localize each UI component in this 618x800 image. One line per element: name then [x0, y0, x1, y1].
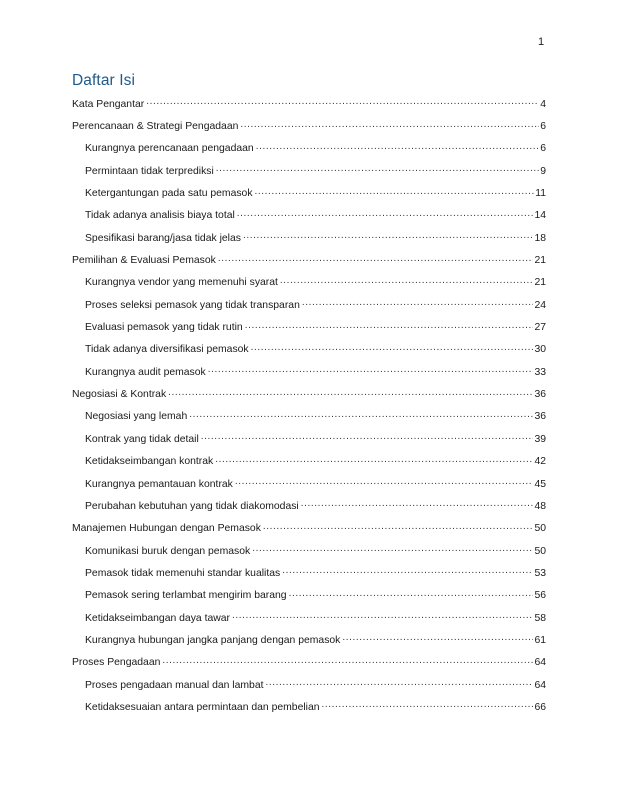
toc-entry-label: Kurangnya pemantauan kontrak: [85, 478, 233, 490]
toc-entry-label: Spesifikasi barang/jasa tidak jelas: [85, 232, 241, 244]
toc-dot-leader: [235, 478, 534, 490]
toc-subentry[interactable]: [72, 562, 546, 584]
toc-entry-page: 66: [534, 701, 546, 713]
toc-entry-page: 58: [534, 612, 546, 624]
toc-entry-page: 33: [534, 366, 546, 378]
toc-dot-leader: [162, 657, 533, 669]
toc-entry[interactable]: [72, 383, 546, 405]
toc-entry-label: Komunikasi buruk dengan pemasok: [85, 545, 251, 557]
toc-entry-label: Kurangnya perencanaan pengadaan: [85, 143, 254, 155]
toc-dot-leader: [251, 344, 534, 356]
toc-entry-label: Kurangnya audit pemasok: [85, 366, 206, 378]
toc-entry[interactable]: [72, 652, 546, 674]
toc-entry-label: Ketergantungan pada satu pemasok: [85, 188, 253, 200]
toc-subentry[interactable]: [72, 451, 546, 473]
toc-subentry[interactable]: [72, 629, 546, 651]
toc-entry-page: 64: [534, 679, 546, 691]
toc-title: Daftar Isi: [72, 72, 136, 89]
toc-entry-page: 4: [540, 98, 546, 110]
toc-entry-page: 21: [534, 255, 546, 267]
toc-subentry[interactable]: [72, 227, 546, 249]
toc-subentry[interactable]: [72, 294, 546, 316]
toc-entry-page: 42: [534, 456, 546, 468]
toc-dot-leader: [215, 456, 533, 468]
toc-entry-page: 18: [534, 232, 546, 244]
toc-entry-page: 24: [534, 299, 546, 311]
toc-dot-leader: [201, 433, 534, 445]
toc-dot-leader: [255, 188, 535, 200]
toc-entry-page: 61: [534, 634, 546, 646]
toc-entry-page: 50: [534, 523, 546, 535]
toc-entry-page: 64: [534, 657, 546, 669]
toc-entry-label: Pemilihan & Evaluasi Pemasok: [72, 255, 216, 267]
toc-subentry[interactable]: [72, 138, 546, 160]
toc-entry-label: Pemasok sering terlambat mengirim barang: [85, 590, 287, 602]
toc-dot-leader: [168, 389, 533, 401]
toc-subentry[interactable]: [72, 160, 546, 182]
toc-subentry[interactable]: [72, 674, 546, 696]
toc-dot-leader: [245, 322, 534, 334]
toc-dot-leader: [237, 210, 534, 222]
table-of-contents: [72, 93, 546, 719]
toc-entry-label: Ketidakseimbangan kontrak: [85, 456, 214, 468]
toc-entry-label: Kurangnya hubungan jangka panjang dengan pemasok: [85, 634, 341, 646]
toc-dot-leader: [322, 701, 534, 713]
toc-entry-label: Proses Pengadaan: [72, 657, 161, 669]
toc-dot-leader: [280, 277, 534, 289]
toc-entry-page: 36: [534, 411, 546, 423]
toc-entry-page: 45: [534, 478, 546, 490]
toc-entry-page: 9: [540, 165, 546, 177]
toc-entry-page: 36: [534, 389, 546, 401]
toc-entry[interactable]: [72, 249, 546, 271]
toc-subentry[interactable]: [72, 696, 546, 718]
toc-entry-label: Permintaan tidak terprediksi: [85, 165, 214, 177]
toc-subentry[interactable]: [72, 428, 546, 450]
toc-entry-label: Evaluasi pemasok yang tidak rutin: [85, 322, 243, 334]
toc-entry-label: Proses seleksi pemasok yang tidak transparan: [85, 299, 300, 311]
toc-entry-page: 21: [534, 277, 546, 289]
toc-subentry[interactable]: [72, 205, 546, 227]
toc-entry-label: Perubahan kebutuhan yang tidak diakomodasi: [85, 500, 299, 512]
toc-entry-label: Kontrak yang tidak detail: [85, 433, 199, 445]
toc-subentry[interactable]: [72, 316, 546, 338]
toc-subentry[interactable]: [72, 607, 546, 629]
toc-entry-page: 39: [534, 433, 546, 445]
toc-entry-label: Perencanaan & Strategi Pengadaan: [72, 121, 239, 133]
toc-entry-page: 53: [534, 567, 546, 579]
toc-entry-label: Kurangnya vendor yang memenuhi syarat: [85, 277, 278, 289]
toc-subentry[interactable]: [72, 473, 546, 495]
toc-entry-label: Kata Pengantar: [72, 98, 145, 110]
toc-entry-page: 50: [534, 545, 546, 557]
toc-entry-label: Tidak adanya diversifikasi pemasok: [85, 344, 249, 356]
toc-subentry[interactable]: [72, 272, 546, 294]
toc-entry-page: 6: [540, 143, 546, 155]
toc-entry-label: Negosiasi & Kontrak: [72, 389, 167, 401]
toc-entry-page: 56: [534, 590, 546, 602]
toc-dot-leader: [189, 411, 533, 423]
toc-subentry[interactable]: [72, 339, 546, 361]
toc-entry-label: Negosiasi yang lemah: [85, 411, 188, 423]
toc-dot-leader: [146, 98, 539, 110]
toc-dot-leader: [240, 121, 539, 133]
toc-entry-label: Tidak adanya analisis biaya total: [85, 210, 235, 222]
toc-entry-page: 11: [535, 188, 546, 200]
toc-entry-page: 14: [534, 210, 546, 222]
page-number: 1: [538, 36, 545, 48]
toc-entry-page: 27: [534, 322, 546, 334]
toc-subentry[interactable]: [72, 585, 546, 607]
toc-dot-leader: [232, 612, 533, 624]
toc-entry-label: Pemasok tidak memenuhi standar kualitas: [85, 567, 281, 579]
toc-entry-label: Ketidakseimbangan daya tawar: [85, 612, 230, 624]
toc-entry-label: Ketidaksesuaian antara permintaan dan pembelian: [85, 701, 320, 713]
toc-dot-leader: [252, 545, 533, 557]
toc-dot-leader: [256, 143, 540, 155]
toc-dot-leader: [263, 523, 534, 535]
toc-subentry[interactable]: [72, 406, 546, 428]
toc-entry-page: 48: [534, 500, 546, 512]
toc-entry-page: 30: [534, 344, 546, 356]
toc-subentry[interactable]: [72, 540, 546, 562]
toc-entry-page: 6: [540, 121, 546, 133]
toc-entry[interactable]: [72, 518, 546, 540]
toc-subentry[interactable]: [72, 361, 546, 383]
toc-dot-leader: [266, 679, 534, 691]
toc-dot-leader: [218, 255, 534, 267]
toc-subentry[interactable]: [72, 495, 546, 517]
toc-dot-leader: [208, 366, 534, 378]
toc-entry-label: Manajemen Hubungan dengan Pemasok: [72, 523, 261, 535]
toc-dot-leader: [282, 567, 533, 579]
toc-dot-leader: [289, 590, 534, 602]
toc-dot-leader: [243, 232, 533, 244]
toc-entry[interactable]: [72, 115, 546, 137]
toc-subentry[interactable]: [72, 182, 546, 204]
toc-entry-label: Proses pengadaan manual dan lambat: [85, 679, 264, 691]
toc-dot-leader: [302, 299, 534, 311]
toc-dot-leader: [216, 165, 539, 177]
toc-dot-leader: [301, 500, 534, 512]
toc-dot-leader: [342, 634, 533, 646]
toc-entry[interactable]: [72, 93, 546, 115]
